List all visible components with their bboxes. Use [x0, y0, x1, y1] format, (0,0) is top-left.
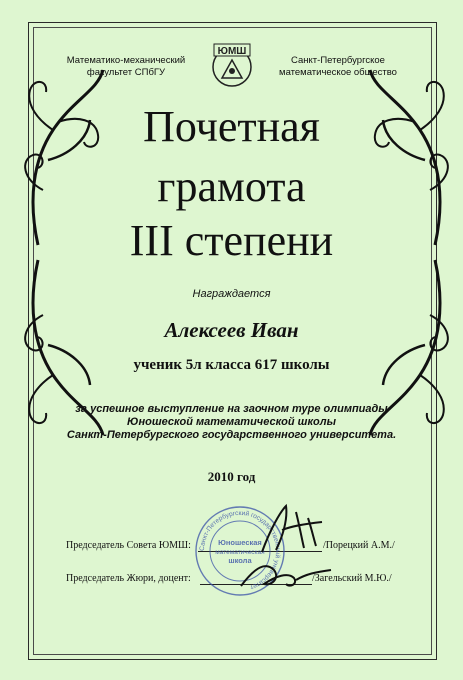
title-line-2: грамота — [157, 162, 306, 211]
signature-name-1: /Порецкий А.М./ — [323, 540, 395, 551]
signature-name-2: /Загельский М.Ю./ — [312, 573, 392, 584]
signature-role-2: Председатель Жюри, доцент: — [66, 573, 191, 584]
title-line-1: Почетная — [143, 102, 320, 151]
title-line-3: III степени — [129, 216, 334, 265]
award-year: 2010 год — [207, 469, 256, 484]
reason-line-2: Юношеской математической школы — [127, 416, 336, 428]
logo-text: ЮМШ — [217, 46, 247, 57]
award-reason — [0, 403, 463, 442]
stamp-ring-text: Санкт-Петербургский государственный университет — [198, 509, 282, 591]
right-organization — [268, 55, 408, 79]
signature-role-1: Председатель Совета ЮМШ: — [66, 540, 191, 551]
right-org-line-1: Санкт-Петербургское — [291, 55, 385, 66]
reason-line-3: Санкт-Петербургского государственного университета. — [66, 429, 397, 441]
student-info: ученик 5л класса 617 школы — [133, 357, 330, 373]
stamp-center-3: школа — [228, 556, 252, 565]
reason-line-1: за успешное выступление на заочном туре олимпиады — [75, 403, 388, 415]
handwritten-signature-2 — [236, 556, 336, 596]
recipient-name: Алексеев Иван — [164, 318, 299, 342]
handwritten-signature-1 — [252, 500, 332, 560]
left-organization — [56, 55, 196, 79]
stamp-center-1: Юношеская — [218, 538, 262, 547]
left-org-line-2: факультет СПбГУ — [86, 67, 166, 78]
awarded-label: Награждается — [192, 288, 271, 300]
stamp-center-2: математическая — [215, 549, 265, 556]
school-logo — [208, 42, 256, 88]
right-org-line-2: математическое общество — [279, 67, 397, 78]
left-org-line-1: Математико-механический — [66, 55, 186, 66]
